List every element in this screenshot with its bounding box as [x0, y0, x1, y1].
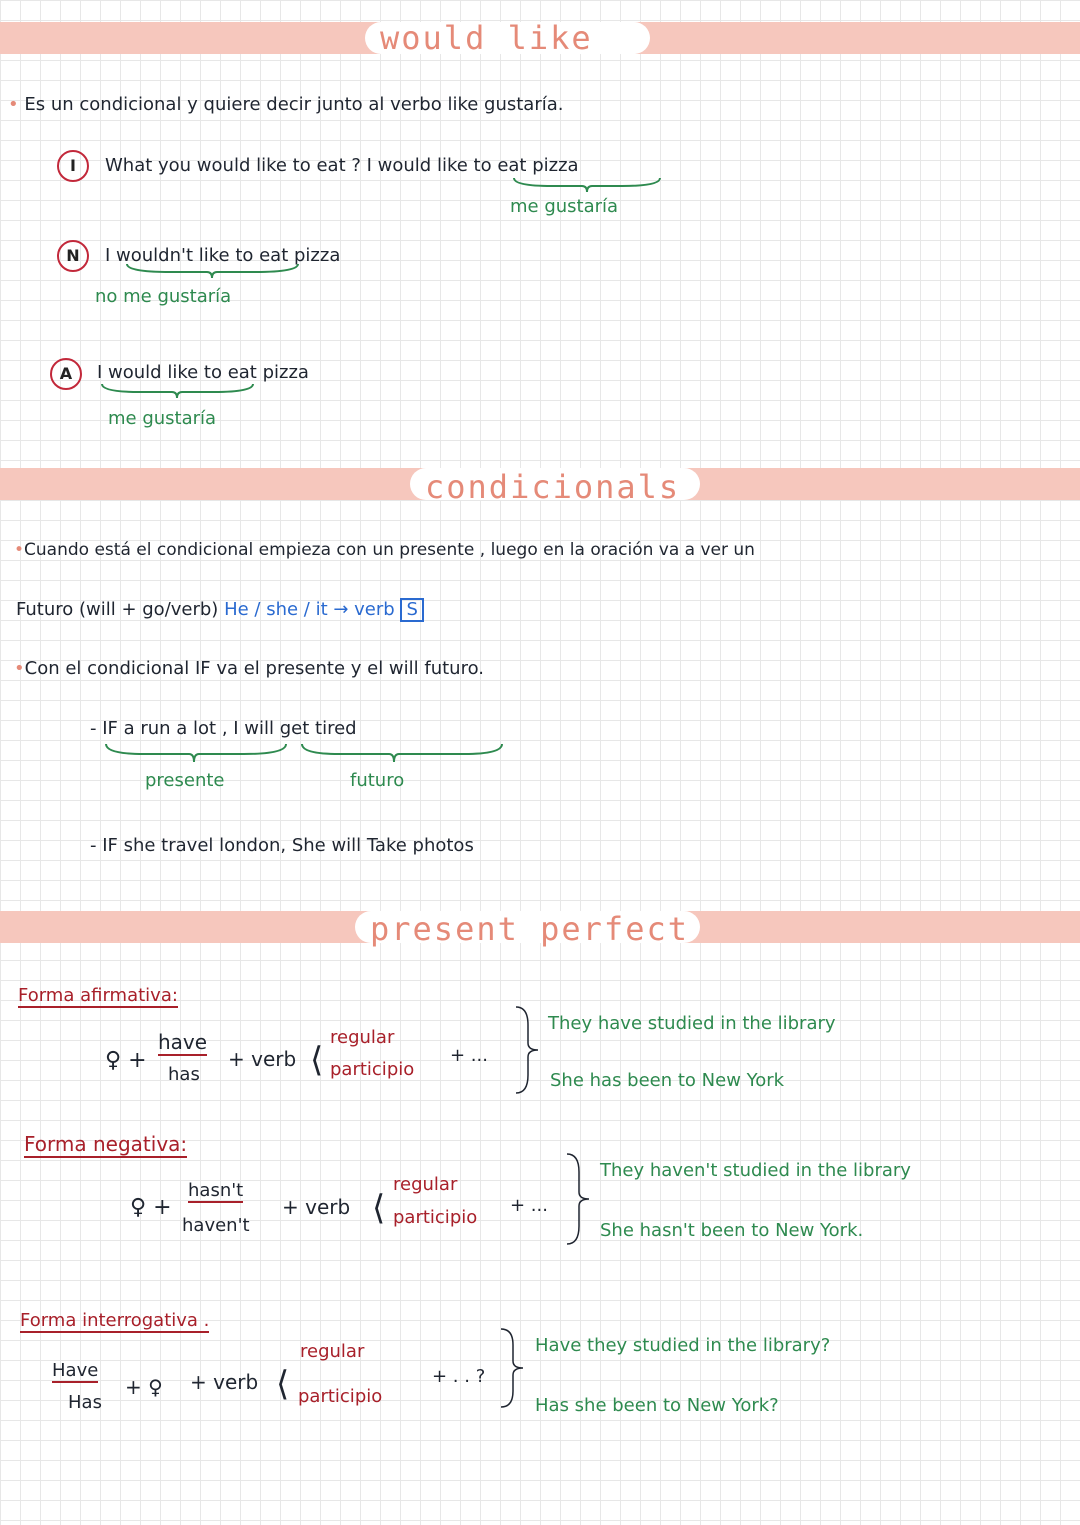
label-futuro: futuro	[350, 770, 405, 791]
aff-regular: regular	[330, 1027, 395, 1048]
aff-example-1: They have studied in the library	[548, 1013, 836, 1034]
neg-example-1: They haven't studied in the library	[600, 1160, 911, 1181]
aff-example-2: She has been to New York	[550, 1070, 785, 1091]
person-icon: + ♀︎	[125, 1375, 163, 1399]
conditionals-line-1: •Cuando está el condicional empieza con un presente , luego en la oración va a ver un	[14, 540, 755, 560]
affirmative-title: Forma afirmativa:	[18, 985, 178, 1006]
neg-example-2: She hasn't been to New York.	[600, 1220, 864, 1241]
interrogative-gloss: me gustaría	[510, 196, 619, 217]
int-regular: regular	[300, 1341, 365, 1362]
negative-sentence: I wouldn't like to eat pizza	[105, 245, 341, 266]
neg-plus: + ...	[510, 1195, 548, 1216]
int-aux-top: Have	[52, 1360, 99, 1381]
aff-participle: participio	[330, 1059, 415, 1080]
affirmative-sentence: I would like to eat pizza	[97, 362, 309, 383]
negative-gloss: no me gustaría	[95, 286, 232, 307]
int-plus: + . . ?	[432, 1366, 486, 1387]
underbrace-3	[100, 382, 255, 400]
neg-participle: participio	[393, 1207, 478, 1228]
aff-aux-top: have	[158, 1030, 208, 1054]
neg-aux-bottom: haven't	[182, 1215, 250, 1236]
marker-interrogative: I	[57, 150, 89, 182]
int-example-2: Has she been to New York?	[535, 1395, 779, 1416]
int-right-brace	[497, 1327, 527, 1409]
person-icon: ♀︎ +	[105, 1048, 147, 1073]
underbrace-presente-futuro	[104, 742, 504, 764]
aff-aux-bottom: has	[168, 1064, 200, 1085]
verb-s-box: S	[400, 598, 423, 622]
neg-aux-top: hasn't	[188, 1180, 244, 1201]
section-title-present-perfect: present perfect	[370, 910, 689, 948]
affirmative-gloss: me gustaría	[108, 408, 217, 429]
label-presente: presente	[145, 770, 225, 791]
int-verb: + verb	[190, 1370, 259, 1394]
marker-negative: N	[57, 240, 89, 272]
int-aux-bottom: Has	[68, 1392, 102, 1413]
negative-title: Forma negativa:	[24, 1132, 188, 1156]
int-bracket: ⟨	[276, 1364, 290, 1404]
conditionals-line-3: •Con el condicional IF va el presente y el will futuro.	[14, 658, 485, 679]
marker-affirmative: A	[50, 358, 82, 390]
int-participle: participio	[298, 1386, 383, 1407]
section-title-condicionals: condicionals	[425, 468, 681, 506]
conditional-example-1: - IF a run a lot , I will get tired	[90, 718, 357, 739]
neg-right-brace	[563, 1152, 593, 1246]
aff-right-brace	[512, 1005, 542, 1095]
would-like-intro: • Es un condicional y quiere decir junto al verbo like gustaría.	[8, 94, 564, 115]
underbrace-2	[125, 262, 300, 280]
aff-bracket: ⟨	[310, 1040, 324, 1080]
int-example-1: Have they studied in the library?	[535, 1335, 831, 1356]
aff-verb: + verb	[228, 1047, 297, 1071]
interrogative-sentence: What you would like to eat ? I would like to eat pizza	[105, 155, 579, 176]
person-icon: ♀︎ +	[130, 1195, 172, 1220]
neg-verb: + verb	[282, 1195, 351, 1219]
interrogative-title: Forma interrogativa .	[20, 1310, 210, 1331]
neg-regular: regular	[393, 1174, 458, 1195]
conditionals-line-2: Futuro (will + go/verb) He / she / it → verb S	[16, 598, 424, 622]
underbrace-1	[512, 176, 662, 194]
aff-plus: + ...	[450, 1045, 488, 1066]
section-title-would-like: would like	[380, 19, 593, 57]
conditional-example-2: - IF she travel london, She will Take photos	[90, 835, 474, 856]
neg-bracket: ⟨	[372, 1188, 386, 1228]
